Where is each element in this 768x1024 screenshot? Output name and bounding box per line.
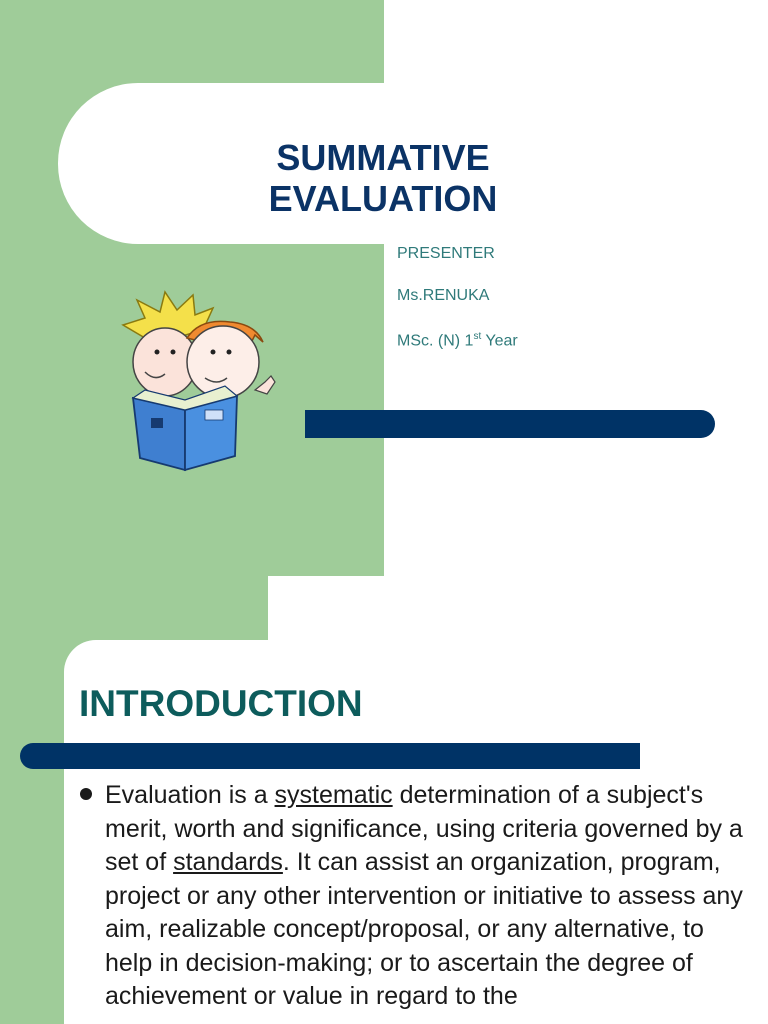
- bullet-dot: [80, 788, 92, 800]
- navy-divider-bar: [20, 743, 640, 769]
- bullet-text-part-2: determination of a subject's merit, worth and significance, using criteria governed by a set of: [105, 781, 743, 876]
- slide-heading: INTRODUCTION: [79, 683, 363, 724]
- presenter-name: Ms.RENUKA: [397, 287, 490, 304]
- children-reading-book-icon: [115, 290, 280, 475]
- year-suffix: Year: [481, 332, 518, 350]
- year-superscript: st: [473, 331, 482, 342]
- standards-link[interactable]: standards: [173, 848, 283, 876]
- systematic-link[interactable]: systematic: [274, 781, 393, 809]
- introduction-slide: [0, 576, 768, 1024]
- presenter-label: PRESENTER: [397, 245, 495, 262]
- bullet-text-part-3: . It can assist an organization, program, project or any other intervention or initiative to assess any aim, realizable concept/proposal, or any alternative, to help in decision-making; or to ascertain the degree of achievement or value in regard to the: [105, 848, 743, 1010]
- navy-divider-bar: [305, 410, 715, 438]
- bullet-paragraph: [105, 779, 745, 1014]
- bullet-text-part-1: Evaluation is a: [105, 781, 275, 809]
- title-line-1: SUMMATIVE: [276, 137, 490, 178]
- slide-title: [230, 137, 536, 219]
- presenter-year: [397, 327, 518, 351]
- title-line-2: EVALUATION: [268, 178, 498, 219]
- year-prefix: MSc. (N) 1: [397, 332, 474, 350]
